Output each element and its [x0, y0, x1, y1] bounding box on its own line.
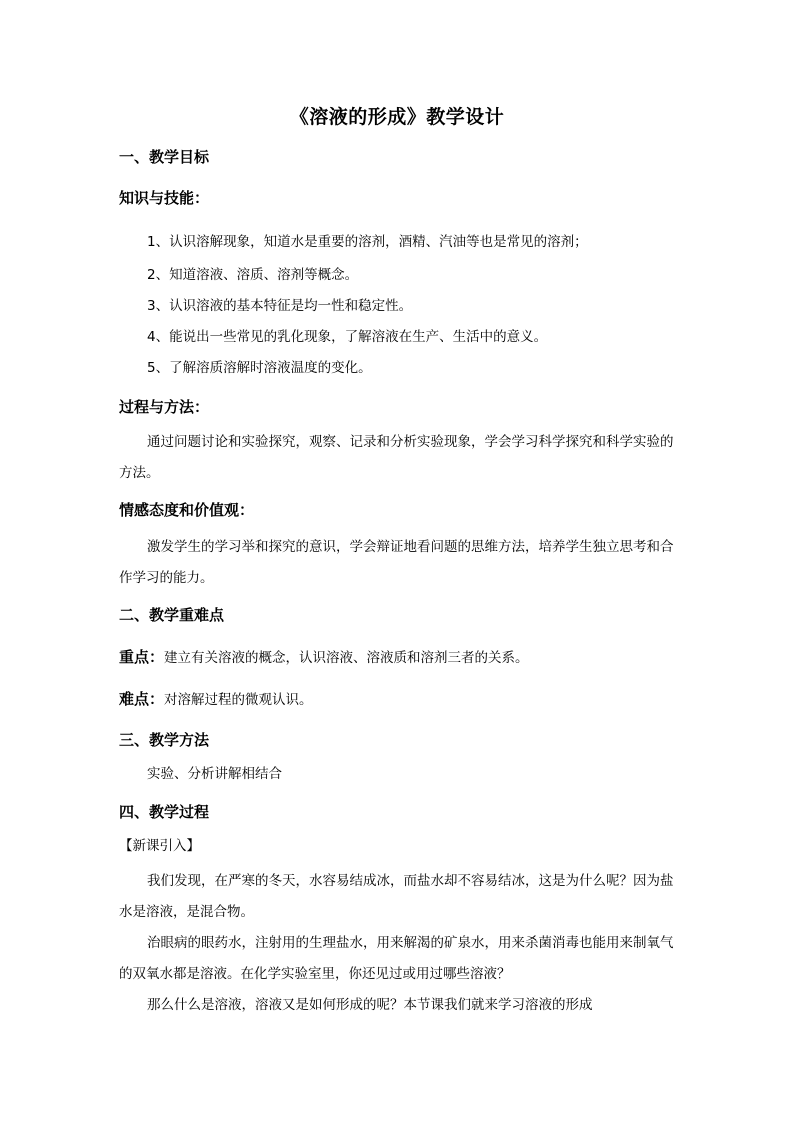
process-paragraph: 治眼病的眼药水，注射用的生理盐水，用来解渴的矿泉水，用来杀菌消毒也能用来制氧气的双氧水都是溶液。在化学实验室里，你还见过或用过哪些溶液？	[119, 935, 674, 982]
subheading-emotion-values: 情感态度和价值观：	[119, 501, 255, 519]
process-paragraph: 我们发现，在严寒的冬天，水容易结成冰，而盐水却不容易结冰，这是为什么呢？因为盐水是溶液，是混合物。	[119, 873, 674, 920]
section-heading-key-points: 二、教学重难点	[119, 606, 225, 624]
difficult-point-text: 对溶解过程的微观认识。	[164, 692, 313, 708]
objective-item: 1、认识溶解现象，知道水是重要的溶剂，酒精、汽油等也是常见的溶剂；	[147, 234, 588, 250]
objective-item: 2、知道溶液、溶质、溶剂等概念。	[147, 267, 359, 283]
key-point-label: 重点：	[119, 648, 165, 666]
teaching-method-text: 实验、分析讲解相结合	[147, 766, 282, 782]
subheading-knowledge-skills: 知识与技能：	[119, 189, 210, 207]
section-heading-methods: 三、教学方法	[119, 731, 210, 749]
emotion-values-text: 激发学生的学习举和探究的意识，学会辩证地看问题的思维方法，培养学生独立思考和合作学习的能力。	[119, 539, 674, 586]
objective-item: 4、能说出一些常见的乳化现象，了解溶液在生产、生活中的意义。	[147, 329, 548, 345]
objective-item: 5、了解溶质溶解时溶液温度的变化。	[147, 360, 372, 376]
key-point-text: 建立有关溶液的概念，认识溶液、溶液质和溶剂三者的关系。	[164, 650, 529, 666]
objective-item: 3、认识溶液的基本特征是均一性和稳定性。	[147, 298, 413, 314]
process-methods-text: 通过问题讨论和实验探究，观察、记录和分析实验现象，学会学习科学探究和科学实验的方法。	[119, 434, 674, 481]
difficult-point-label: 难点：	[119, 690, 165, 708]
subheading-process-methods: 过程与方法：	[119, 398, 210, 416]
section-heading-process: 四、教学过程	[119, 803, 210, 821]
document-title: 《溶液的形成》教学设计	[289, 106, 505, 128]
new-lesson-intro-label: 【新课引入】	[119, 838, 200, 854]
process-paragraph: 那么什么是溶液，溶液又是如何形成的呢？本节课我们就来学习溶液的形成	[147, 997, 593, 1013]
difficult-point-line	[119, 688, 679, 711]
section-heading-objectives: 一、教学目标	[119, 148, 210, 166]
key-point-line	[119, 646, 679, 669]
